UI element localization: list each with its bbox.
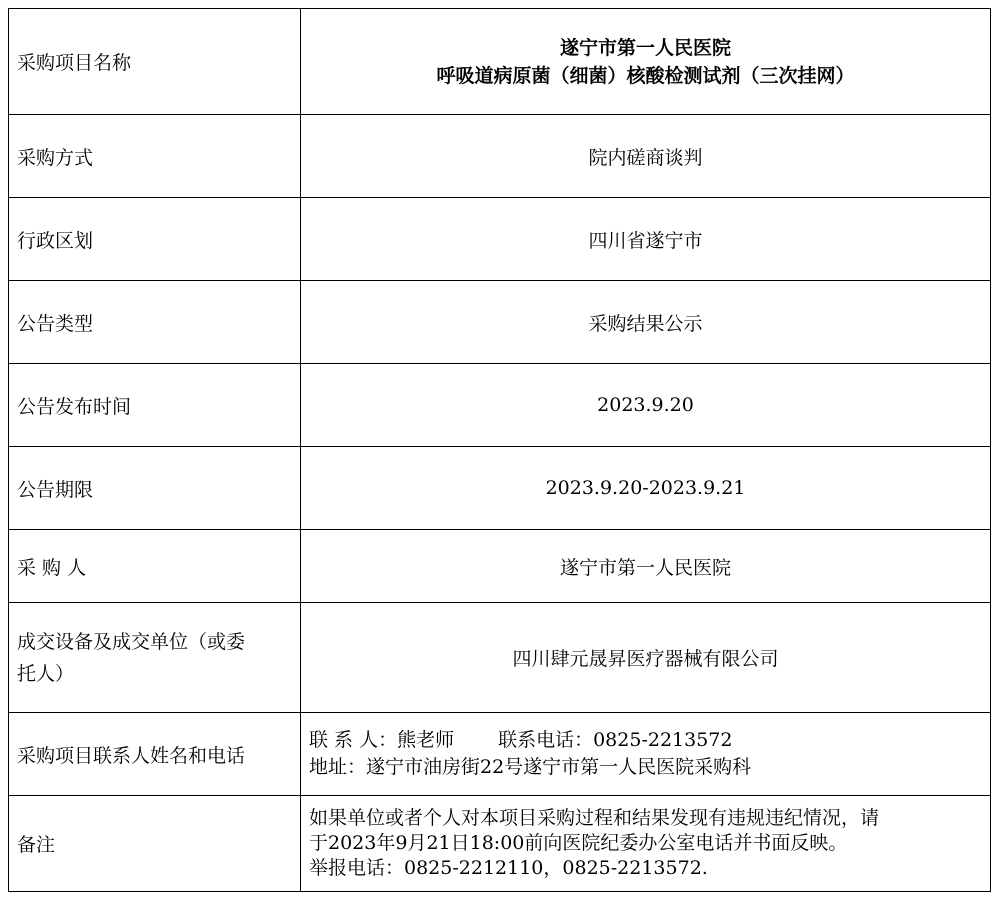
row-purchaser (9, 530, 991, 603)
row-region (9, 198, 991, 281)
remarks-line1: 如果单位或者个人对本项目采购过程和结果发现有违规违纪情况，请 (309, 807, 880, 829)
value-period: 2023.9.20-2023.9.21 (301, 447, 991, 530)
label-region: 行政区划 (9, 198, 301, 281)
label-winner (9, 603, 301, 713)
row-contact (9, 713, 991, 796)
label-winner-line2: 托人） (17, 662, 75, 685)
label-project-name: 采购项目名称 (9, 9, 301, 115)
procurement-result-table (8, 8, 991, 892)
value-method: 院内磋商谈判 (301, 115, 991, 198)
remarks-line2: 于2023年9月21日18:00前向医院纪委办公室电话并书面反映。 (309, 832, 848, 854)
project-item-name: 呼吸道病原菌（细菌）核酸检测试剂（三次挂网） (436, 64, 855, 87)
row-project-name (9, 9, 991, 115)
value-winner: 四川肆元晟昇医疗器械有限公司 (301, 603, 991, 713)
label-remarks: 备注 (9, 796, 301, 892)
contact-phone: 联系电话：0825-2213572 (498, 729, 733, 751)
row-publish-time (9, 364, 991, 447)
value-publish-time: 2023.9.20 (301, 364, 991, 447)
label-publish-time: 公告发布时间 (9, 364, 301, 447)
project-hospital-name: 遂宁市第一人民医院 (559, 36, 731, 59)
value-notice-type: 采购结果公示 (301, 281, 991, 364)
label-contact: 采购项目联系人姓名和电话 (9, 713, 301, 796)
value-contact (301, 713, 991, 796)
row-remarks (9, 796, 991, 892)
remarks-line3: 举报电话：0825-2212110，0825-2213572. (309, 857, 708, 879)
value-remarks (301, 796, 991, 892)
label-notice-type: 公告类型 (9, 281, 301, 364)
row-winner (9, 603, 991, 713)
value-region: 四川省遂宁市 (301, 198, 991, 281)
value-project-name (301, 9, 991, 115)
contact-person: 联 系 人：熊老师 (309, 729, 455, 751)
label-method: 采购方式 (9, 115, 301, 198)
row-period (9, 447, 991, 530)
label-purchaser: 采 购 人 (9, 530, 301, 603)
label-period: 公告期限 (9, 447, 301, 530)
label-winner-line1: 成交设备及成交单位（或委 (17, 630, 246, 653)
row-method (9, 115, 991, 198)
row-notice-type (9, 281, 991, 364)
contact-address: 地址：遂宁市油房街22号遂宁市第一人民医院采购科 (309, 756, 752, 778)
contact-line (309, 727, 990, 754)
value-purchaser: 遂宁市第一人民医院 (301, 530, 991, 603)
